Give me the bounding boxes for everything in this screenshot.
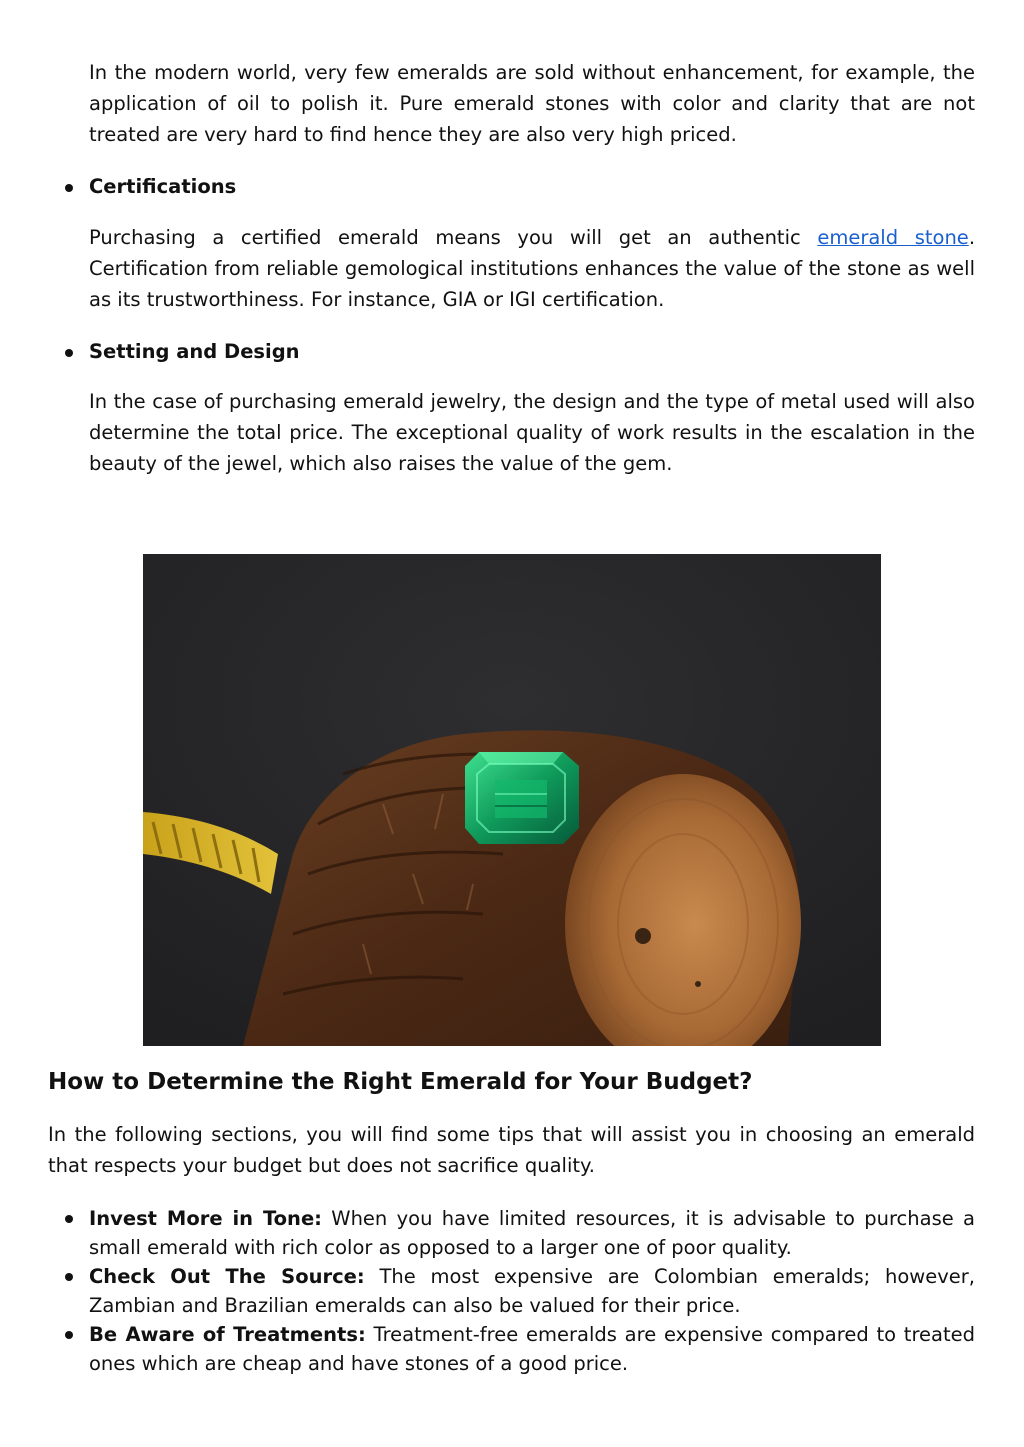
- emerald-photo-illustration: [143, 554, 881, 1046]
- tip-text: Treatment-free emeralds are expensive compared to treated ones which are cheap and have stones of a good price.: [89, 1323, 975, 1375]
- emerald-on-wood-photo: [143, 554, 881, 1046]
- tip-label: Invest More in Tone:: [89, 1207, 322, 1230]
- list-item: [48, 1262, 975, 1320]
- tip-label: Check Out The Source:: [89, 1265, 365, 1288]
- bullet-dot: [65, 1331, 73, 1339]
- certifications-text-before: Purchasing a certified emerald means you will get an authentic: [89, 226, 818, 249]
- setting-design-heading: Setting and Design: [89, 340, 300, 363]
- bullet-dot: [65, 1215, 73, 1223]
- list-item: [48, 1320, 975, 1378]
- intro-paragraph: In the modern world, very few emeralds are sold without enhancement, for example, the application of oil to polish it. Pure emerald stones with color and clarity that are not treated are very hard to find hence they are also very high priced.: [89, 61, 975, 146]
- tip-text: When you have limited resources, it is advisable to purchase a small emerald with rich color as opposed to a larger one of poor quality.: [89, 1207, 976, 1259]
- budget-section-title: How to Determine the Right Emerald for Your Budget?: [48, 1069, 753, 1095]
- budget-intro-paragraph: In the following sections, you will find some tips that will assist you in choosing an emerald that respects your budget but does not sacrifice quality.: [48, 1123, 975, 1177]
- tip-label: Be Aware of Treatments:: [89, 1323, 366, 1346]
- emerald-stone-link[interactable]: emerald stone: [817, 226, 969, 249]
- certifications-paragraph: [89, 222, 975, 315]
- tip-text: The most expensive are Colombian emeralds; however, Zambian and Brazilian emeralds can also be valued for their price.: [89, 1265, 975, 1317]
- setting-design-paragraph: In the case of purchasing emerald jewelry, the design and the type of metal used will also determine the total price. The exceptional quality of work results in the escalation in the beauty of the jewel, which also raises the value of the gem.: [89, 390, 975, 475]
- certifications-heading: Certifications: [89, 175, 237, 198]
- bullet-dot: [65, 1273, 73, 1281]
- list-item: [48, 1204, 975, 1262]
- bullet-dot: [65, 349, 73, 357]
- certifications-text-after: . Certification from reliable gemological institutions enhances the value of the stone as well as its trustworthiness. For instance, GIA or IGI certification.: [89, 226, 976, 311]
- budget-tips-list: [48, 1204, 975, 1378]
- bullet-dot: [65, 184, 73, 192]
